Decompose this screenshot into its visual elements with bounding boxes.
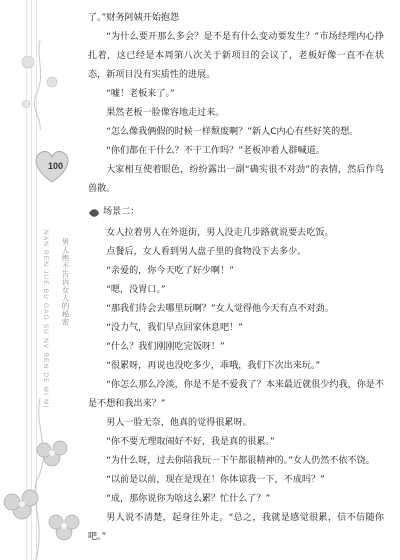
flower-vine-icon	[6, 40, 76, 130]
paragraph: “什么？我们刚刚吃完饭呀！”	[106, 342, 225, 352]
paragraph: “以前是以前，现在是现在！你体谅我一下，不成吗？”	[106, 475, 325, 485]
flower-cluster-icon	[0, 398, 92, 560]
paragraph: “为什么呀，过去你陪我玩一下午都很精神的。”女人仍然不依不饶。	[106, 456, 375, 466]
paragraph: “怎么像我俩假的时候一样颓废啊？”新人C内心有些好笑的想。	[106, 127, 359, 137]
paragraph: 果然老板一脸像容地走过来。	[106, 108, 225, 118]
paragraph: “嗯，没胃口。”	[106, 285, 166, 295]
running-title-pinyin: NAN REN JUE BU GAO SU NV REN DE MI MI	[42, 230, 49, 409]
paragraph: “很累呀，再说也没吃多少，乖哦，我们下次出来玩。”	[106, 361, 321, 371]
paragraph: “那我们待会去哪里玩啊？”女人觉得他今天有点不对劲。	[106, 304, 334, 314]
scene-heading	[88, 203, 384, 222]
running-title: 男人绝不告诉女人的秘密	[61, 238, 70, 326]
body-text	[88, 9, 384, 547]
scene-heading-label: 场景二：	[103, 207, 140, 217]
paragraph: “嘘！老板来了。”	[106, 89, 175, 99]
page-number: 100	[48, 161, 64, 171]
paragraph: “为什么要开那么多会？是不是有什么变动要发生？”市场经理内心挣扎着，这已经是本周第八次关于新项目的会议了，老板好像一直不在状态，新项目没有实质性的进展。	[88, 32, 384, 80]
paragraph: “你怎么那么冷淡，你是不是不爱我了？本来最近就很少约我，你是不是不想和我出来？”	[88, 380, 384, 409]
paragraph: 点餐后，女人看到男人盘子里的食物没下去多少。	[106, 247, 307, 257]
paragraph: “亲爱的，你今天吃了好少啊！”	[106, 266, 234, 276]
paragraph: “你不要无理取闹好不好，我是真的很累。”	[106, 437, 275, 447]
paragraph: 大家相互使着眼色，纷纷露出一副“确实很不对劲”的表情，然后作鸟兽散。	[88, 165, 384, 194]
paragraph: 男人一脸无奈，他真的觉得很累呀。	[106, 418, 252, 428]
paragraph: 了。”财务阿姨开始抱怨	[88, 13, 180, 23]
paragraph: “没力气，我们早点回家休息吧！”	[106, 323, 243, 333]
paragraph: 男人说不清楚，起身往外走。“总之，我就是感觉很累，信不信随你吧。”	[88, 513, 384, 542]
leaf-bullet-icon	[88, 208, 100, 218]
paragraph: “你们都在干什么？不干工作吗？”老板冲着人群喊道。	[106, 146, 325, 156]
paragraph: 女人拉着男人在外逛街，男人没走几步路就说要去吃饭。	[106, 228, 334, 238]
paragraph: “成，那你说你为啥这么累？忙什么了？”	[106, 494, 271, 504]
